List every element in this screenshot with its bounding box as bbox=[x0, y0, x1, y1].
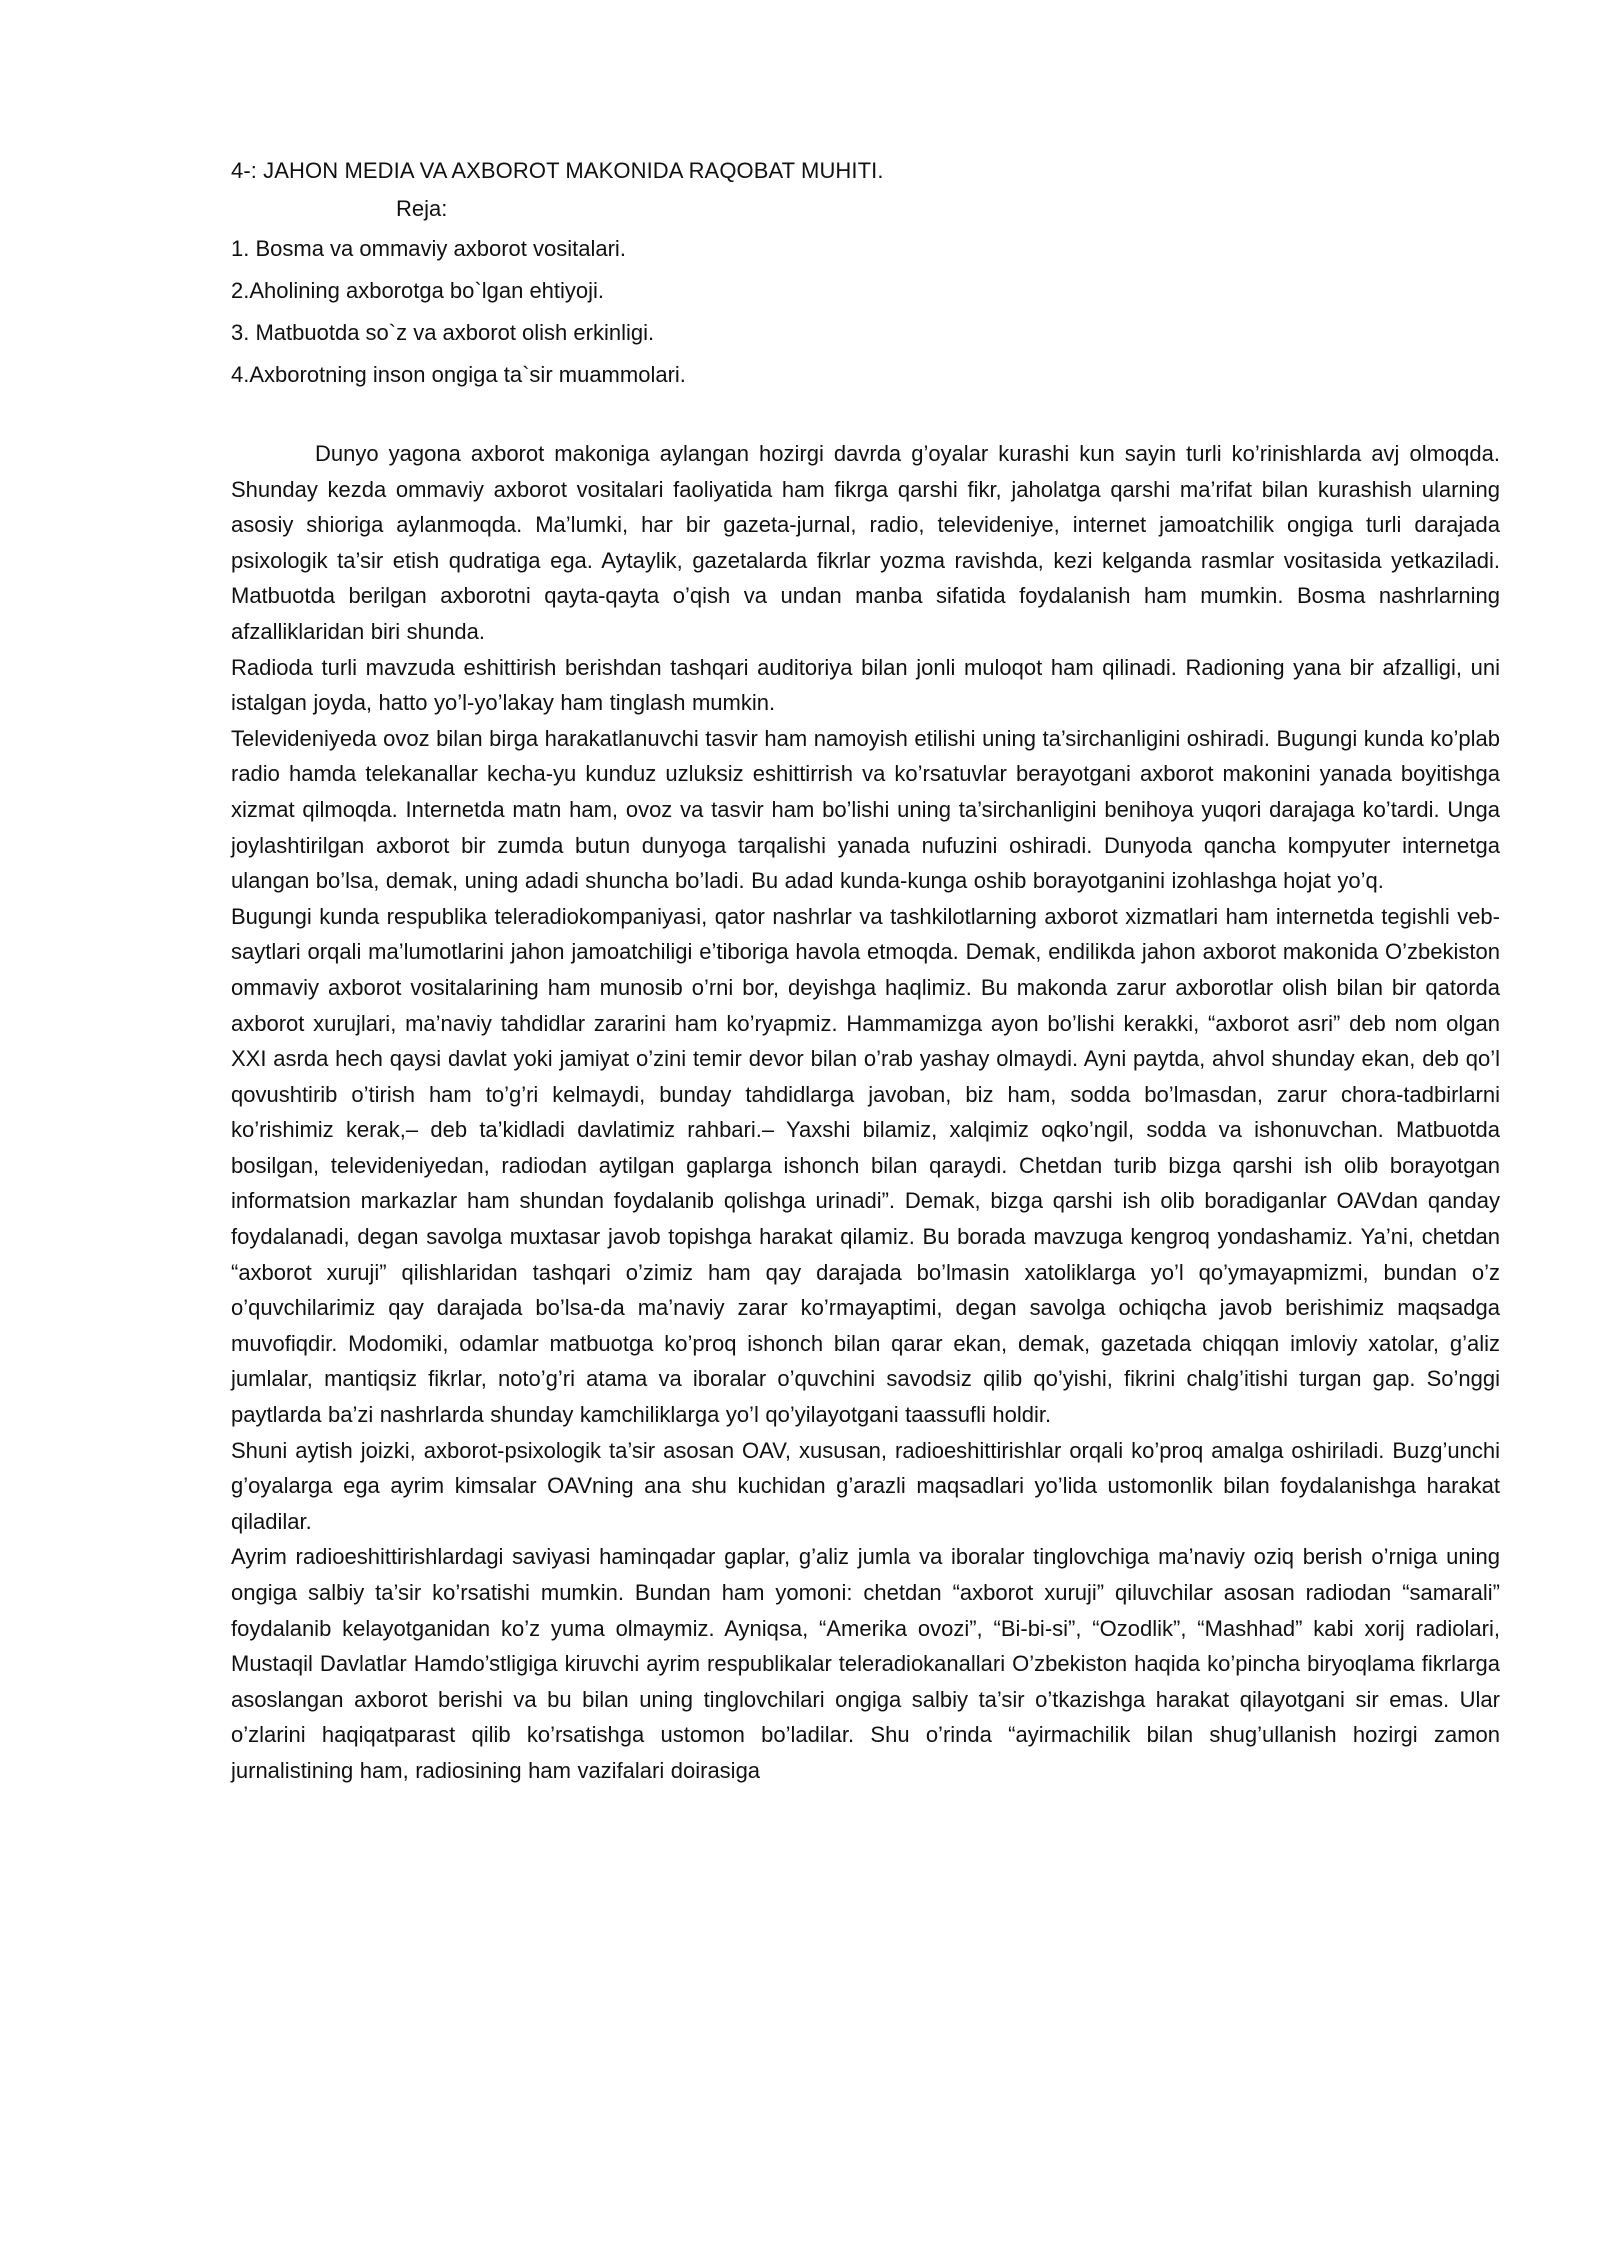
plan-item-3: 3. Matbuotda so`z va axborot olish erkinligi. bbox=[231, 320, 655, 345]
plan-item-1: 1. Bosma va ommaviy axborot vositalari. bbox=[231, 236, 626, 261]
plan-item-2: 2.Aholining axborotga bo`lgan ehtiyoji. bbox=[231, 278, 605, 303]
paragraph-foreign-radio: Ayrim radioeshittirishlardagi saviyasi haminqadar gaplar, g’aliz jumla va iboralar tinglovchiga ma’naviy oziq berish o’rniga uning ongiga salbiy ta’sir ko’rsatishi mumkin. Bundan ham yomoni: chetdan “axborot xuruji” qiluvchilar asosan radiodan “samarali” foydalanib kelayotganidan ko’z yuma olmaymiz. Ayniqsa, “Amerika ovozi”, “Bi-bi-si”, “Ozodlik”, “Mashhad” kabi xorij radiolari, Mustaqil Davlatlar Hamdo’stligiga kiruvchi ayrim respublikalar teleradiokanallari O’zbekiston haqida ko’pincha biryoqlama fikrlarga asoslangan axborot berishi va bu bilan uning tinglovchilari ongiga salbiy ta’sir o’tkazishga harakat qilayotgani sir emas. Ular o’zlarini haqiqatparast qilib ko’rsatishga ustomon bo’ladilar. Shu o’rinda “ayirmachilik bilan shug’ullanish hozirgi zamon jurnalistining ham, radiosining ham vazifalari doirasiga bbox=[231, 1544, 1500, 1783]
paragraph-psychological-influence: Shuni aytish joizki, axborot-psixologik ta’sir asosan OAV, xususan, radioeshittirishlar orqali ko’proq amalga oshiriladi. Buzg’unchi g’oyalarga ega ayrim kimsalar OAVning ana shu kuchidan g’arazli maqsadlari yo’lida ustomonlik bilan foydalanishga harakat qiladilar. bbox=[231, 1437, 1500, 1534]
plan-item-4: 4.Axborotning inson ongiga ta`sir muammolari. bbox=[231, 362, 686, 387]
document-content bbox=[231, 156, 1500, 1789]
paragraph-intro: Dunyo yagona axborot makoniga aylangan hozirgi davrda g’oyalar kurashi kun sayin turli ko’rinishlarda avj olmoqda. Shunday kezda ommaviy axborot vositalari faoliyatida ham fikrga qarshi fikr, jaholatga qarshi ma’rifat bilan kurashish ularning asosiy shioriga aylanmoqda. Ma’lumki, har bir gazeta-jurnal, radio, televideniye, internet jamoatchilik ongiga turli darajada psixologik ta’sir etish qudratiga ega. Aytaylik, gazetalarda fikrlar yozma ravishda, kezi kelganda rasmlar vositasida yetkaziladi. Matbuotda berilgan axborotni qayta-qayta o’qish va undan manba sifatida foydalanish ham mumkin. Bosma nashrlarning afzalliklaridan biri shunda. bbox=[231, 441, 1500, 644]
paragraph-uzbekistan-media: Bugungi kunda respublika teleradiokompaniyasi, qator nashrlar va tashkilotlarning axborot xizmatlari ham internetda tegishli veb-saytlari orqali ma’lumotlarini jahon jamoatchiligi e’tiboriga havola etmoqda. Demak, endilikda jahon axborot makonida O’zbekiston ommaviy axborot vositalarining ham munosib o’rni bor, deyishga haqlimiz. Bu makonda zarur axborotlar olish bilan bir qatorda axborot xurujlari, ma’naviy tahdidlar zararini ham ko’ryapmiz. Hammamizga ayon bo’lishi kerakki, “axborot asri” deb nom olgan XXI asrda hech qaysi davlat yoki jamiyat o’zini temir devor bilan o’rab yashay olmaydi. Ayni paytda, ahvol shunday ekan, deb qo’l qovushtirib o’tirish ham to’g’ri kelmaydi, bunday tahdidlarga javoban, biz ham, sodda bo’lmasdan, zarur chora-tadbirlarni ko’rishimiz kerak,– deb ta’kidladi davlatimiz rahbari.– Yaxshi bilamiz, xalqimiz oqko’ngil, sodda va ishonuvchan. Matbuotda bosilgan, televideniyedan, radiodan aytilgan gaplarga ishonch bilan qaraydi. Chetdan turib bizga qarshi ish olib borayotgan informatsion markazlar ham shundan foydalanib qolishga urinadi”. Demak, bizga qarshi ish olib boradiganlar OAVdan qanday foydalanadi, degan savolga muxtasar javob topishga harakat qilamiz. Bu borada mavzuga kengroq yondashamiz. Ya’ni, chetdan “axborot xuruji” qilishlaridan tashqari o’zimiz ham qay darajada bo’lmasin xatoliklarga yo’l qo’ymayapmizmi, bundan o’z o’quvchilarimiz qay darajada bo’lsa-da ma’naviy zarar ko’rmayaptimi, degan savolga ochiqcha javob berishimiz maqsadga muvofiqdir. Modomiki, odamlar matbuotga ko’proq ishonch bilan qarar ekan, demak, gazetada chiqqan imloviy xatolar, g’aliz jumlalar, mantiqsiz fikrlar, noto’g’ri atama va iboralar o’quvchini savodsiz qilib qo’yishi, fikrini chalg’itishi turgan gap. So’nggi paytlarda ba’zi nashrlarda shunday kamchiliklarga yo’l qo’yilayotgani taassufli holdir. bbox=[231, 903, 1500, 1428]
document-body bbox=[231, 436, 1500, 1789]
document-title: 4-: JAHON MEDIA VA AXBOROT MAKONIDA RAQOBAT MUHITI. bbox=[231, 158, 884, 183]
plan-heading: Reja: bbox=[396, 196, 448, 221]
paragraph-television: Televideniyeda ovoz bilan birga harakatlanuvchi tasvir ham namoyish etilishi uning ta’sirchanligini oshiradi. Bugungi kunda ko’plab radio hamda telekanallar kecha-yu kunduz uzluksiz eshittirrish va ko’rsatuvlar berayotgani axborot makonini yanada boyitishga xizmat qilmoqda. Internetda matn ham, ovoz va tasvir ham bo’lishi uning ta’sirchanligini benihoya yuqori darajaga ko’tardi. Unga joylashtirilgan axborot bir zumda butun dunyoga tarqalishi yanada nufuzini oshiradi. Dunyoda qancha kompyuter internetga ulangan bo’lsa, demak, uning adadi shuncha bo’ladi. Bu adad kunda-kunga oshib borayotganini izohlashga hojat yo’q. bbox=[231, 725, 1500, 894]
paragraph-radio: Radioda turli mavzuda eshittirish berishdan tashqari auditoriya bilan jonli muloqot ham qilinadi. Radioning yana bir afzalligi, uni istalgan joyda, hatto yo’l-yo’lakay ham tinglash mumkin. bbox=[231, 654, 1500, 716]
plan-list bbox=[231, 234, 1500, 390]
